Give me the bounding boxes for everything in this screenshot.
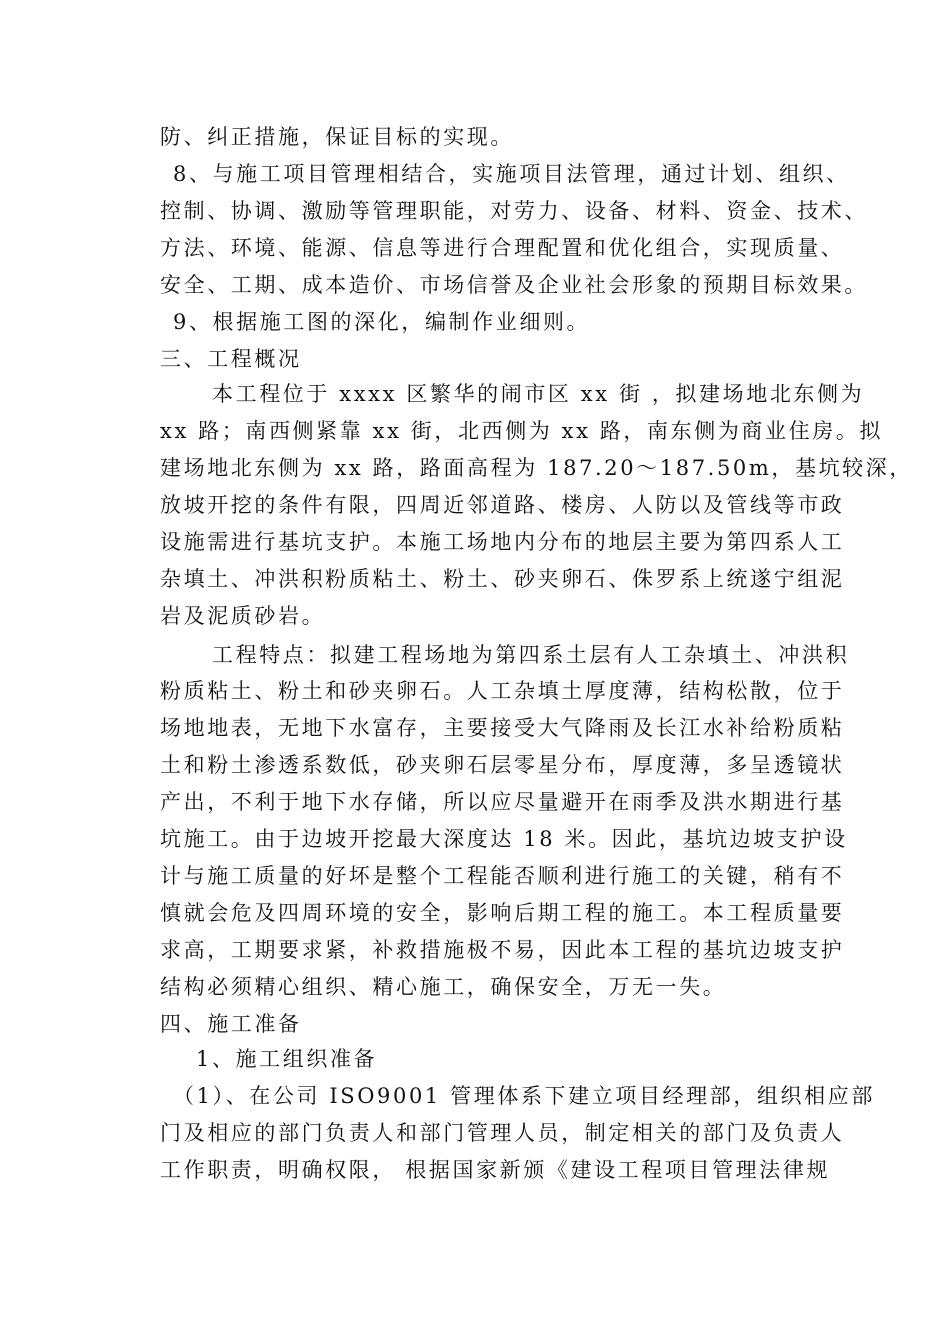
paragraph-line: xx 路；南西侧紧靠 xx 街，北西侧为 xx 路，南东侧为商业住房。拟 [160,419,884,443]
paragraph-line: 坑施工。由于边坡开挖最大深度达 18 米。因此，基坑边坡支护设 [160,827,848,851]
paragraph-line: 防、纠正措施，保证目标的实现。 [160,125,514,149]
paragraph-line: 本工程位于 xxxx 区繁华的闹市区 xx 街 ，拟建场地北东侧为 [212,382,865,406]
paragraph-line: 场地地表，无地下水富存，主要接受大气降雨及长江水补给粉质粘 [160,716,845,740]
paragraph-line: （1）、在公司 ISO9001 管理体系下建立项目经理部，组织相应部 [173,1084,875,1108]
subsection-heading: 1、施工组织准备 [196,1047,378,1071]
paragraph-line: 方法、环境、能源、信息等进行合理配置和优化组合，实现质量、 [160,236,845,260]
paragraph-line: 产出，不利于地下水存储，所以应尽量避开在雨季及洪水期进行基 [160,790,845,814]
paragraph-line: 工程特点：拟建工程场地为第四系土层有人工杂填土、冲洪积 [212,643,850,667]
list-item-8: 8、与施工项目管理相结合，实施项目法管理，通过计划、组织、 [173,162,850,186]
paragraph-line: 计与施工质量的好坏是整个工程能否顺利进行施工的关键，稍有不 [160,864,845,888]
section-heading: 三、工程概况 [160,347,302,371]
paragraph-line: 粉质粘土、粉土和砂夹卵石。人工杂填土厚度薄，结构松散，位于 [160,679,845,703]
paragraph-line: 慎就会危及四周环境的安全，影响后期工程的施工。本工程质量要 [160,901,845,925]
paragraph-line: 工作职责，明确权限， 根据国家新颁《建设工程项目管理法律规 [160,1158,831,1182]
paragraph-line: 土和粉土渗透系数低，砂夹卵石层零星分布，厚度薄，多呈透镜状 [160,753,845,777]
section-heading: 四、施工准备 [160,1012,302,1036]
paragraph-line: 安全、工期、成本造价、市场信誉及企业社会形象的预期目标效果。 [160,273,868,297]
paragraph-line: 设施需进行基坑支护。本施工场地内分布的地层主要为第四系人工 [160,530,845,554]
paragraph-line: 杂填土、冲洪积粉质粘土、粉土、砂夹卵石、侏罗系上统遂宁组泥 [160,567,845,591]
paragraph-line: 放坡开挖的条件有限，四周近邻道路、楼房、人防以及管线等市政 [160,493,845,517]
paragraph-line: 结构必须精心组织、精心施工，确保安全，万无一失。 [160,975,727,999]
list-item-9: 9、根据施工图的深化，编制作业细则。 [173,310,591,334]
paragraph-line: 门及相应的部门负责人和部门管理人员，制定相关的部门及负责人 [160,1121,845,1145]
paragraph-line: 岩及泥质砂岩。 [160,604,326,628]
paragraph-line: 求高，工期要求紧，补救措施极不易，因此本工程的基坑边坡支护 [160,938,845,962]
paragraph-line: 建场地北东侧为 xx 路，路面高程为 187.20～187.50m，基坑较深， [160,456,913,480]
paragraph-line: 控制、协调、激励等管理职能，对劳力、设备、材料、资金、技术、 [160,199,868,223]
